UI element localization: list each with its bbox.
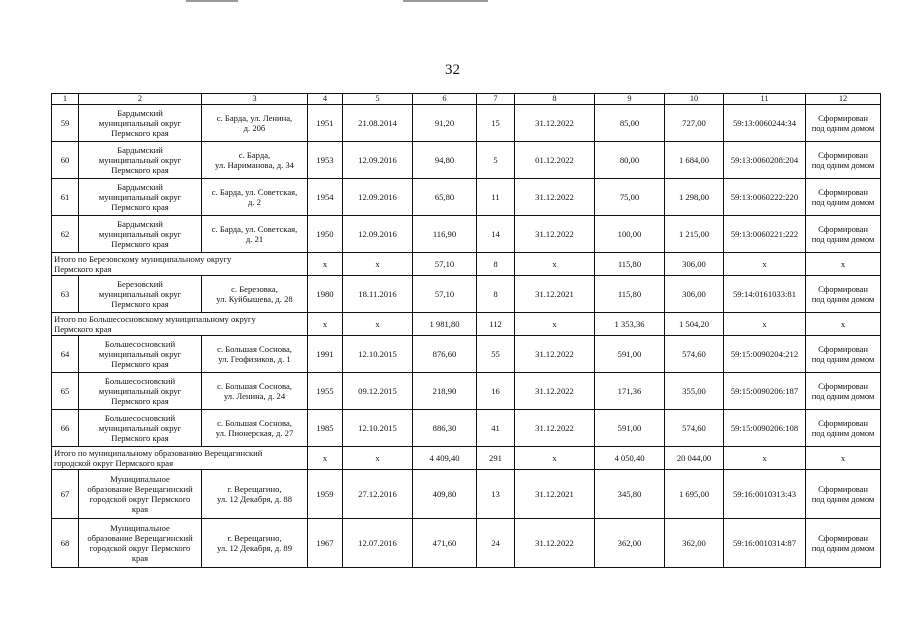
date-cell: x: [343, 313, 413, 336]
column-number: 4: [308, 94, 343, 105]
text-line: муниципальный округ: [98, 423, 182, 433]
text-line: Сформирован: [818, 224, 868, 234]
date-cell: 12.09.2016: [343, 179, 413, 216]
year-cell: 1951: [308, 105, 343, 142]
year-cell: 1985: [308, 410, 343, 447]
deadline-cell: 31.12.2022: [515, 519, 595, 568]
deadline-cell: 31.12.2022: [515, 336, 595, 373]
row-number: 63: [52, 276, 79, 313]
date-cell: 21.08.2014: [343, 105, 413, 142]
text-line: ул. Ленина, д. 24: [223, 391, 286, 401]
text-line: края: [131, 553, 149, 563]
text-line: Большесосновский: [104, 413, 176, 423]
status-cell: [806, 336, 881, 373]
row-number: 59: [52, 105, 79, 142]
area2-cell: 115,80: [595, 276, 665, 313]
text-line: Сформирован: [818, 418, 868, 428]
date-cell: 12.10.2015: [343, 336, 413, 373]
date-cell: 12.09.2016: [343, 142, 413, 179]
residents-cell: 55: [477, 336, 515, 373]
subtotal-label: [52, 313, 308, 336]
column-number: 8: [515, 94, 595, 105]
column-number-header-row: [52, 94, 881, 105]
housing-register-table: [51, 93, 881, 568]
date-cell: 18.11.2016: [343, 276, 413, 313]
row-number: 66: [52, 410, 79, 447]
deadline-cell: x: [515, 253, 595, 276]
table-row: [52, 470, 881, 519]
cadastral-cell: 59:16:0010314:87: [724, 519, 806, 568]
status-cell: [806, 105, 881, 142]
status-cell: [806, 179, 881, 216]
area-cell: 886,30: [413, 410, 477, 447]
cadastral-cell: 59:13:0060244:34: [724, 105, 806, 142]
municipality-cell: [79, 519, 202, 568]
cost-cell: 1 298,00: [665, 179, 724, 216]
year-cell: 1967: [308, 519, 343, 568]
status-cell: [806, 216, 881, 253]
text-line: Березовский: [117, 279, 163, 289]
text-line: ул. Куйбышева, д. 28: [216, 294, 293, 304]
date-cell: 09.12.2015: [343, 373, 413, 410]
area2-cell: 591,00: [595, 410, 665, 447]
text-line: Большесосновский: [104, 339, 176, 349]
text-line: Муниципальное: [110, 523, 170, 533]
row-number: 64: [52, 336, 79, 373]
table-row: [52, 519, 881, 568]
text-line: под одним домом: [811, 234, 875, 244]
column-number: 5: [343, 94, 413, 105]
text-line: муниципальный округ: [98, 155, 182, 165]
municipality-cell: [79, 179, 202, 216]
cost-cell: 1 215,00: [665, 216, 724, 253]
text-line: образование Верещагинский: [87, 484, 193, 494]
text-line: Бардымский: [117, 219, 163, 229]
text-line: муниципальный округ: [98, 289, 182, 299]
table-row: [52, 336, 881, 373]
area-cell: 91,20: [413, 105, 477, 142]
date-cell: 12.07.2016: [343, 519, 413, 568]
text-line: под одним домом: [811, 391, 875, 401]
text-line: муниципальный округ: [98, 118, 182, 128]
residents-cell: 41: [477, 410, 515, 447]
residents-cell: 14: [477, 216, 515, 253]
cost-cell: 1 504,20: [665, 313, 724, 336]
text-line: Сформирован: [818, 533, 868, 543]
text-line: образование Верещагинский: [87, 533, 193, 543]
text-line: Сформирован: [818, 187, 868, 197]
row-number: 60: [52, 142, 79, 179]
text-line: с. Большая Соснова,: [217, 418, 292, 428]
text-line: под одним домом: [811, 294, 875, 304]
area-cell: 65,80: [413, 179, 477, 216]
status-cell: [806, 519, 881, 568]
text-line: Пермского края: [111, 299, 169, 309]
text-line: под одним домом: [811, 123, 875, 133]
area2-cell: 1 353,36: [595, 313, 665, 336]
residents-cell: 5: [477, 142, 515, 179]
status-cell: x: [806, 313, 881, 336]
text-line: г. Верещагино,: [227, 484, 282, 494]
text-line: Сформирован: [818, 381, 868, 391]
text-line: с. Большая Соснова,: [217, 381, 292, 391]
cost-cell: 306,00: [665, 253, 724, 276]
address-cell: [202, 519, 308, 568]
column-number: 11: [724, 94, 806, 105]
page-number: 32: [445, 62, 460, 78]
municipality-cell: [79, 216, 202, 253]
date-cell: 12.09.2016: [343, 216, 413, 253]
area2-cell: 362,00: [595, 519, 665, 568]
text-line: Пермского края: [111, 202, 169, 212]
text-line: д. 21: [245, 234, 264, 244]
table-row: [52, 216, 881, 253]
text-line: Сформирован: [818, 150, 868, 160]
text-line: под одним домом: [811, 197, 875, 207]
address-cell: [202, 373, 308, 410]
deadline-cell: 31.12.2022: [515, 179, 595, 216]
year-cell: x: [308, 253, 343, 276]
text-line: Бардымский: [117, 182, 163, 192]
date-cell: x: [343, 253, 413, 276]
text-line: Бардымский: [117, 145, 163, 155]
deadline-cell: 31.12.2022: [515, 105, 595, 142]
area-cell: 876,60: [413, 336, 477, 373]
cadastral-cell: 59:14:0161033:81: [724, 276, 806, 313]
address-cell: [202, 142, 308, 179]
cost-cell: 306,00: [665, 276, 724, 313]
deadline-cell: 31.12.2021: [515, 276, 595, 313]
area-cell: 1 981,80: [413, 313, 477, 336]
text-line: ул. 12 Декабря, д. 89: [216, 543, 293, 553]
table-row: [52, 105, 881, 142]
text-line: Пермского края: [111, 239, 169, 249]
municipality-cell: [79, 276, 202, 313]
status-cell: [806, 276, 881, 313]
text-line: Большесосновский: [104, 376, 176, 386]
row-number: 67: [52, 470, 79, 519]
text-line: Пермского края: [111, 128, 169, 138]
municipality-cell: [79, 105, 202, 142]
cost-cell: 362,00: [665, 519, 724, 568]
row-number: 62: [52, 216, 79, 253]
year-cell: 1950: [308, 216, 343, 253]
text-line: г. Верещагино,: [227, 533, 282, 543]
residents-cell: 16: [477, 373, 515, 410]
text-line: Пермского края: [111, 433, 169, 443]
text-line: ул. Геофизиков, д. 1: [218, 354, 291, 364]
cost-cell: 574,60: [665, 410, 724, 447]
cost-cell: 20 044,00: [665, 447, 724, 470]
area2-cell: 75,00: [595, 179, 665, 216]
text-line: с. Барда,: [238, 150, 271, 160]
text-line: Бардымский: [117, 108, 163, 118]
status-cell: x: [806, 447, 881, 470]
text-line: д. 20б: [243, 123, 266, 133]
status-cell: x: [806, 253, 881, 276]
residents-cell: 8: [477, 276, 515, 313]
area2-cell: 85,00: [595, 105, 665, 142]
area2-cell: 171,36: [595, 373, 665, 410]
text-line: Пермского края: [54, 324, 112, 334]
date-cell: 27.12.2016: [343, 470, 413, 519]
column-number: 7: [477, 94, 515, 105]
top-rule-right: [403, 0, 488, 2]
row-number: 68: [52, 519, 79, 568]
year-cell: 1991: [308, 336, 343, 373]
area2-cell: 80,00: [595, 142, 665, 179]
cadastral-cell: 59:16:0010313:43: [724, 470, 806, 519]
text-line: муниципальный округ: [98, 386, 182, 396]
municipality-cell: [79, 373, 202, 410]
area-cell: 218,90: [413, 373, 477, 410]
column-number: 3: [202, 94, 308, 105]
date-cell: 12.10.2015: [343, 410, 413, 447]
text-line: Сформирован: [818, 113, 868, 123]
text-line: городской округ Пермского: [89, 494, 191, 504]
area2-cell: 591,00: [595, 336, 665, 373]
area2-cell: 345,80: [595, 470, 665, 519]
cadastral-cell: x: [724, 313, 806, 336]
text-line: ул. Наримановa, д. 34: [215, 160, 294, 170]
table-row: [52, 179, 881, 216]
address-cell: [202, 105, 308, 142]
area-cell: 57,10: [413, 276, 477, 313]
text-line: Пермского края: [111, 396, 169, 406]
text-line: Итого по муниципальному образованию Верещагинский: [54, 448, 263, 458]
residents-cell: 13: [477, 470, 515, 519]
area-cell: 94,80: [413, 142, 477, 179]
subtotal-label: [52, 447, 308, 470]
cadastral-cell: 59:13:0060221:222: [724, 216, 806, 253]
text-line: под одним домом: [811, 543, 875, 553]
column-number: 6: [413, 94, 477, 105]
column-number: 9: [595, 94, 665, 105]
text-line: городской округ Пермского края: [54, 458, 174, 468]
text-line: ул. Пионерская, д. 27: [215, 428, 294, 438]
residents-cell: 15: [477, 105, 515, 142]
residents-cell: 24: [477, 519, 515, 568]
text-line: городской округ Пермского: [89, 543, 191, 553]
residents-cell: 8: [477, 253, 515, 276]
cadastral-cell: 59:15:0090206:187: [724, 373, 806, 410]
column-number: 12: [806, 94, 881, 105]
text-line: под одним домом: [811, 428, 875, 438]
residents-cell: 112: [477, 313, 515, 336]
year-cell: 1954: [308, 179, 343, 216]
deadline-cell: 31.12.2022: [515, 373, 595, 410]
area-cell: 409,80: [413, 470, 477, 519]
address-cell: [202, 179, 308, 216]
area2-cell: 100,00: [595, 216, 665, 253]
municipality-cell: [79, 470, 202, 519]
text-line: под одним домом: [811, 160, 875, 170]
address-cell: [202, 216, 308, 253]
text-line: Пермского края: [111, 165, 169, 175]
subtotal-label: [52, 253, 308, 276]
column-number: 2: [79, 94, 202, 105]
cost-cell: 574,60: [665, 336, 724, 373]
text-line: муниципальный округ: [98, 229, 182, 239]
subtotal-row: [52, 313, 881, 336]
text-line: Итого по Большесосновскому муниципальному округу: [54, 314, 256, 324]
text-line: Сформирован: [818, 284, 868, 294]
text-line: под одним домом: [811, 354, 875, 364]
area-cell: 4 409,40: [413, 447, 477, 470]
year-cell: 1953: [308, 142, 343, 179]
table-row: [52, 410, 881, 447]
year-cell: x: [308, 447, 343, 470]
area-cell: 57,10: [413, 253, 477, 276]
cadastral-cell: 59:13:0060208:204: [724, 142, 806, 179]
municipality-cell: [79, 336, 202, 373]
municipality-cell: [79, 142, 202, 179]
table-row: [52, 142, 881, 179]
subtotal-row: [52, 253, 881, 276]
column-number: 10: [665, 94, 724, 105]
text-line: с. Барда, ул. Ленина,: [216, 113, 293, 123]
row-number: 61: [52, 179, 79, 216]
text-line: д. 2: [248, 197, 261, 207]
text-line: Итого по Березовскому муниципальному округу: [54, 254, 232, 264]
residents-cell: 291: [477, 447, 515, 470]
deadline-cell: 31.12.2022: [515, 216, 595, 253]
deadline-cell: x: [515, 447, 595, 470]
cost-cell: 1 684,00: [665, 142, 724, 179]
cadastral-cell: 59:13:0060222:220: [724, 179, 806, 216]
table-row: [52, 373, 881, 410]
text-line: Пермского края: [54, 264, 112, 274]
status-cell: [806, 410, 881, 447]
text-line: края: [131, 504, 149, 514]
deadline-cell: x: [515, 313, 595, 336]
text-line: ул. 12 Декабря, д. 88: [216, 494, 293, 504]
table-row: [52, 276, 881, 313]
subtotal-row: [52, 447, 881, 470]
area2-cell: 115,80: [595, 253, 665, 276]
text-line: Сформирован: [818, 344, 868, 354]
text-line: Муниципальное: [110, 474, 170, 484]
year-cell: 1955: [308, 373, 343, 410]
status-cell: [806, 142, 881, 179]
area-cell: 471,60: [413, 519, 477, 568]
cost-cell: 727,00: [665, 105, 724, 142]
text-line: с. Большая Соснова,: [217, 344, 292, 354]
address-cell: [202, 336, 308, 373]
year-cell: 1959: [308, 470, 343, 519]
address-cell: [202, 410, 308, 447]
text-line: с. Березовка,: [231, 284, 278, 294]
column-number: 1: [52, 94, 79, 105]
year-cell: 1980: [308, 276, 343, 313]
area2-cell: 4 050,40: [595, 447, 665, 470]
text-line: Сформирован: [818, 484, 868, 494]
text-line: под одним домом: [811, 494, 875, 504]
residents-cell: 11: [477, 179, 515, 216]
cost-cell: 1 695,00: [665, 470, 724, 519]
year-cell: x: [308, 313, 343, 336]
deadline-cell: 01.12.2022: [515, 142, 595, 179]
row-number: 65: [52, 373, 79, 410]
cadastral-cell: 59:15:0090204:212: [724, 336, 806, 373]
address-cell: [202, 276, 308, 313]
text-line: с. Барда, ул. Советская,: [211, 187, 298, 197]
area-cell: 116,90: [413, 216, 477, 253]
status-cell: [806, 373, 881, 410]
deadline-cell: 31.12.2022: [515, 410, 595, 447]
cost-cell: 355,00: [665, 373, 724, 410]
cadastral-cell: x: [724, 253, 806, 276]
cadastral-cell: 59:15:0090206:108: [724, 410, 806, 447]
deadline-cell: 31.12.2021: [515, 470, 595, 519]
text-line: муниципальный округ: [98, 192, 182, 202]
cadastral-cell: x: [724, 447, 806, 470]
text-line: муниципальный округ: [98, 349, 182, 359]
date-cell: x: [343, 447, 413, 470]
text-line: Пермского края: [111, 359, 169, 369]
municipality-cell: [79, 410, 202, 447]
address-cell: [202, 470, 308, 519]
status-cell: [806, 470, 881, 519]
text-line: с. Барда, ул. Советская,: [211, 224, 298, 234]
top-rule-left: [186, 0, 238, 2]
